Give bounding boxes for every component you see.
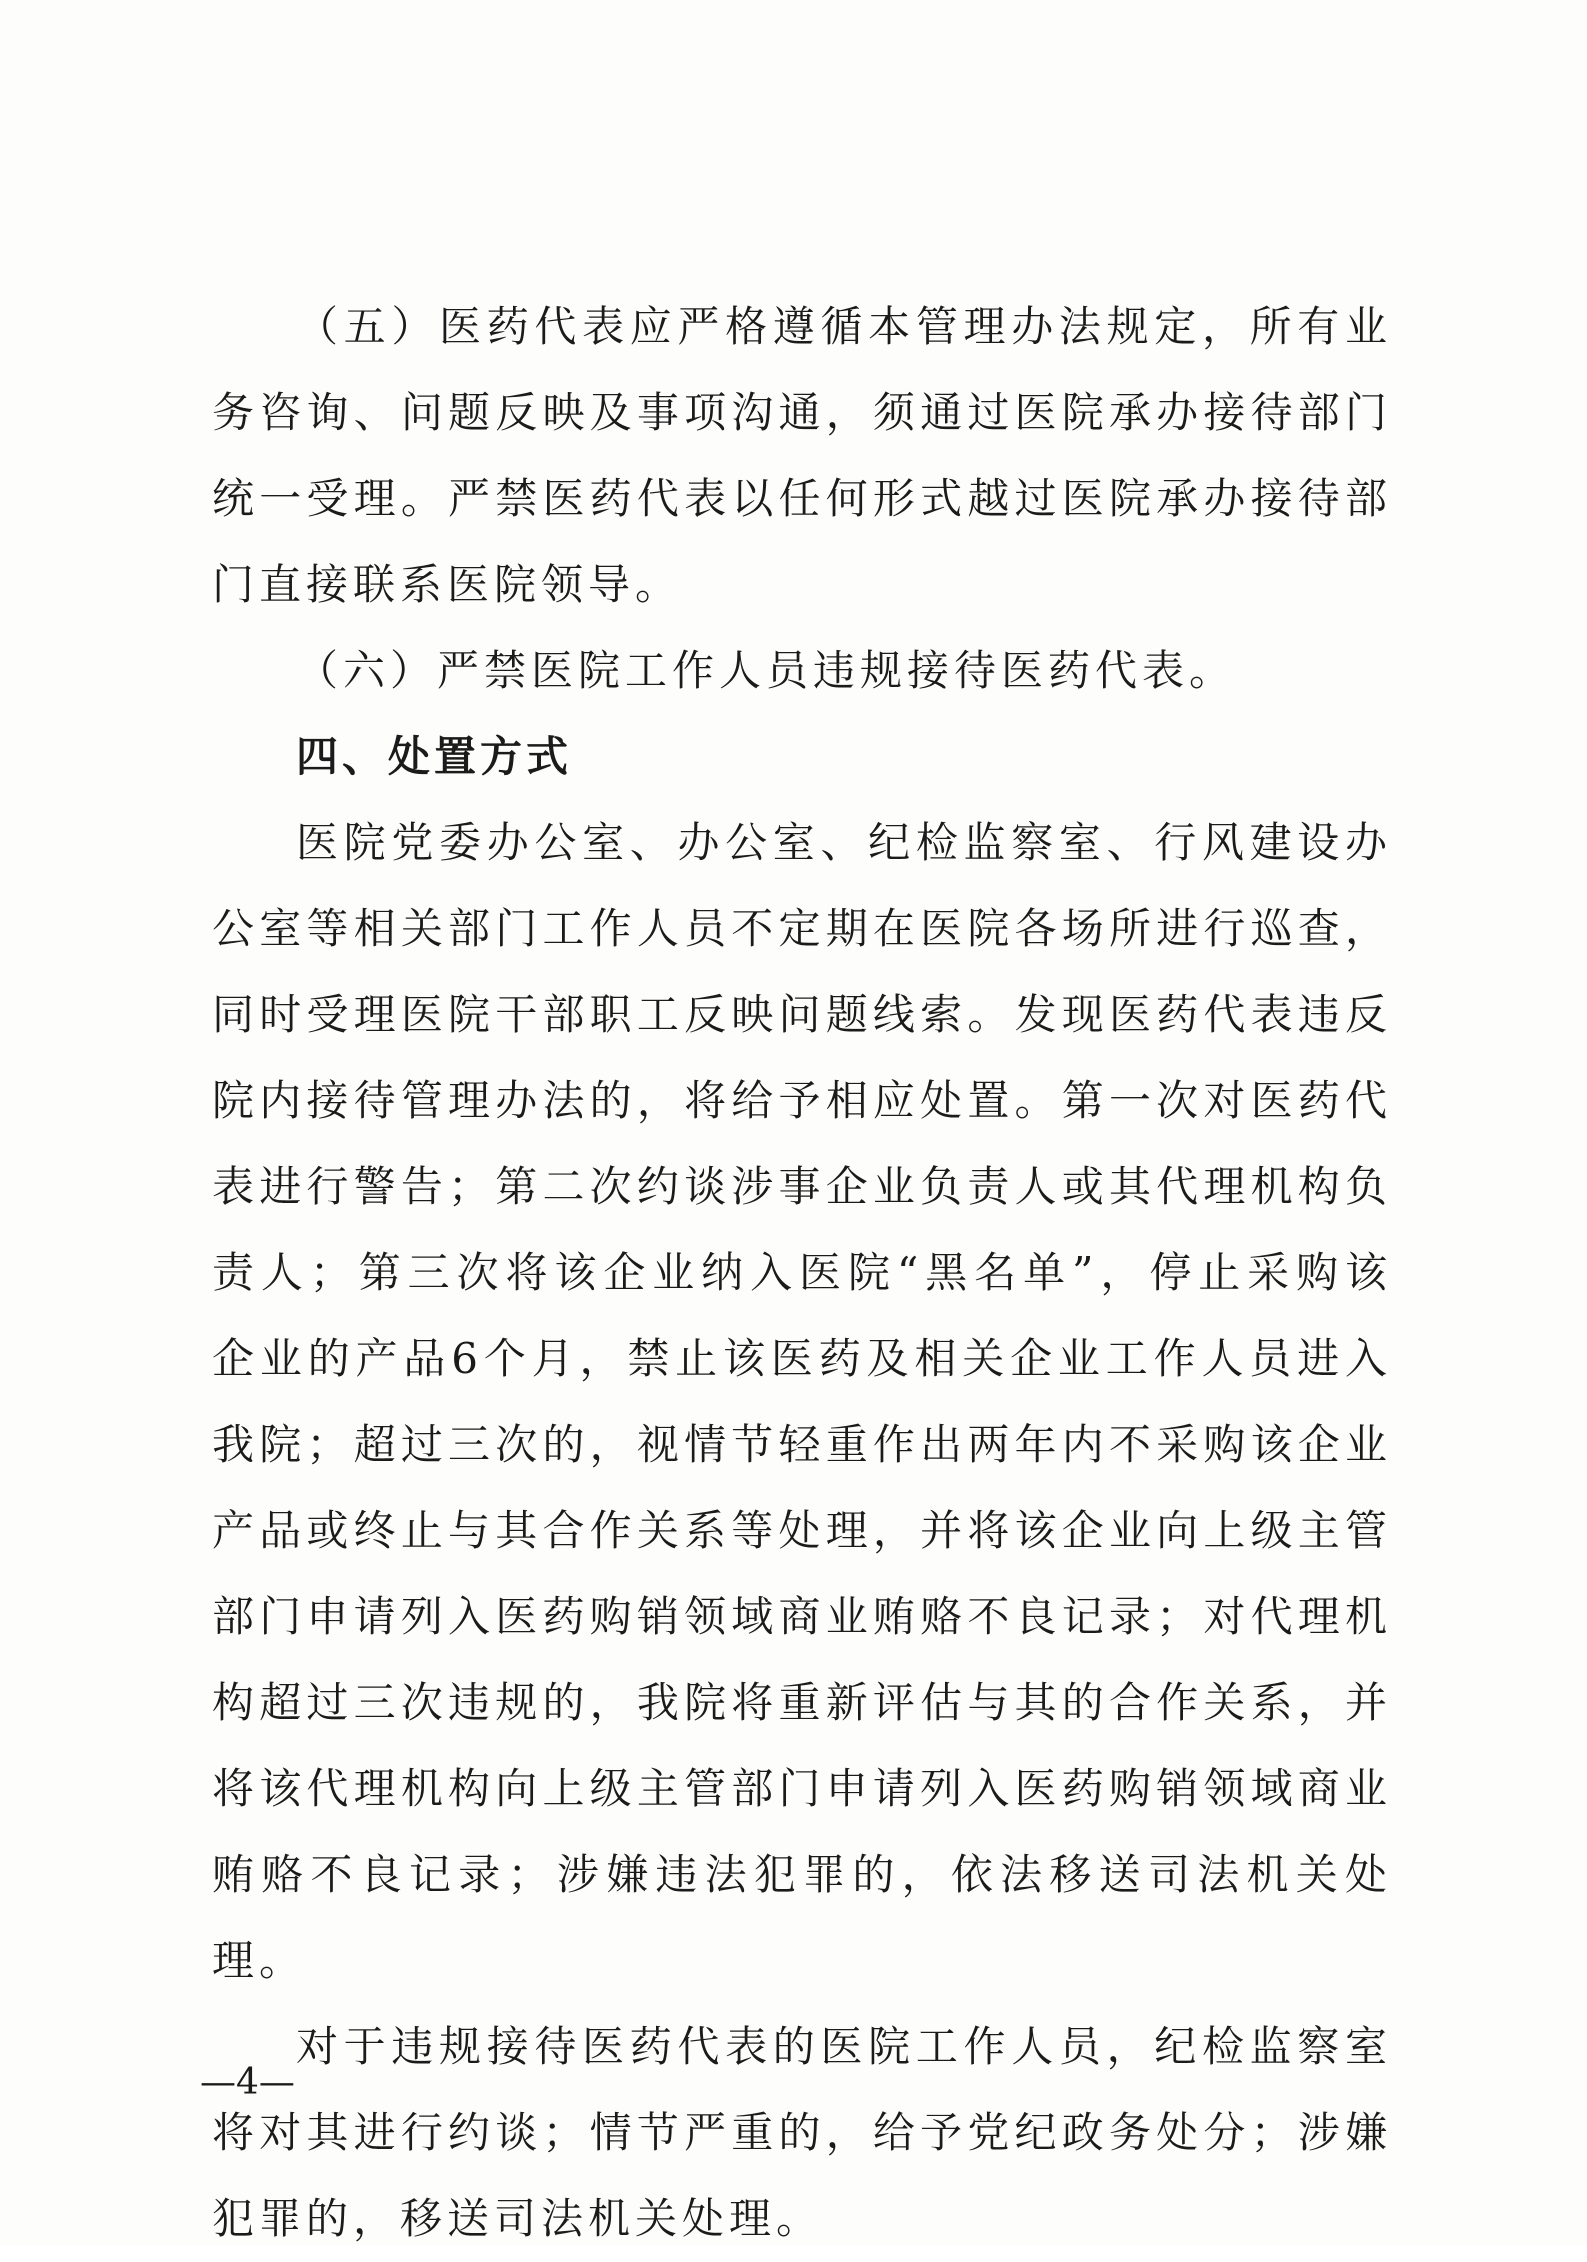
section-heading: 四、处置方式	[296, 732, 573, 781]
document-body	[212, 284, 1392, 2262]
page-number: —4—	[200, 2062, 295, 2103]
paragraph-item-5: （五）医药代表应严格遵循本管理办法规定，所有业务咨询、问题反映及事项沟通，须通过医院承办接待部门统一受理。严禁医药代表以任何形式越过医院承办接待部门直接联系医院领导。	[212, 302, 1392, 609]
paragraph-disposal-method: 医院党委办公室、办公室、纪检监察室、行风建设办公室等相关部门工作人员不定期在医院各场所进行巡查，同时受理医院干部职工反映问题线索。发现医药代表违反院内接待管理办法的，将给予相应处置。第一次对医药代表进行警告；第二次约谈涉事企业负责人或其代理机构负责人；第三次将该企业纳入医院“黑名单”，停止采购该企业的产品6个月，禁止该医药及相关企业工作人员进入我院；超过三次的，视情节轻重作出两年内不采购该企业产品或终止与其合作关系等处理，并将该企业向上级主管部门申请列入医药购销领域商业贿赂不良记录；对代理机构超过三次违规的，我院将重新评估与其的合作关系，并将该代理机构向上级主管部门申请列入医药购销领域商业贿赂不良记录；涉嫌违法犯罪的，依法移送司法机关处理。	[212, 818, 1392, 1985]
paragraph-item-6: （六）严禁医院工作人员违规接待医药代表。	[296, 646, 1237, 695]
paragraph-staff-violation: 对于违规接待医药代表的医院工作人员，纪检监察室将对其进行约谈；情节严重的，给予党纪政务处分；涉嫌犯罪的，移送司法机关处理。	[212, 2022, 1392, 2243]
